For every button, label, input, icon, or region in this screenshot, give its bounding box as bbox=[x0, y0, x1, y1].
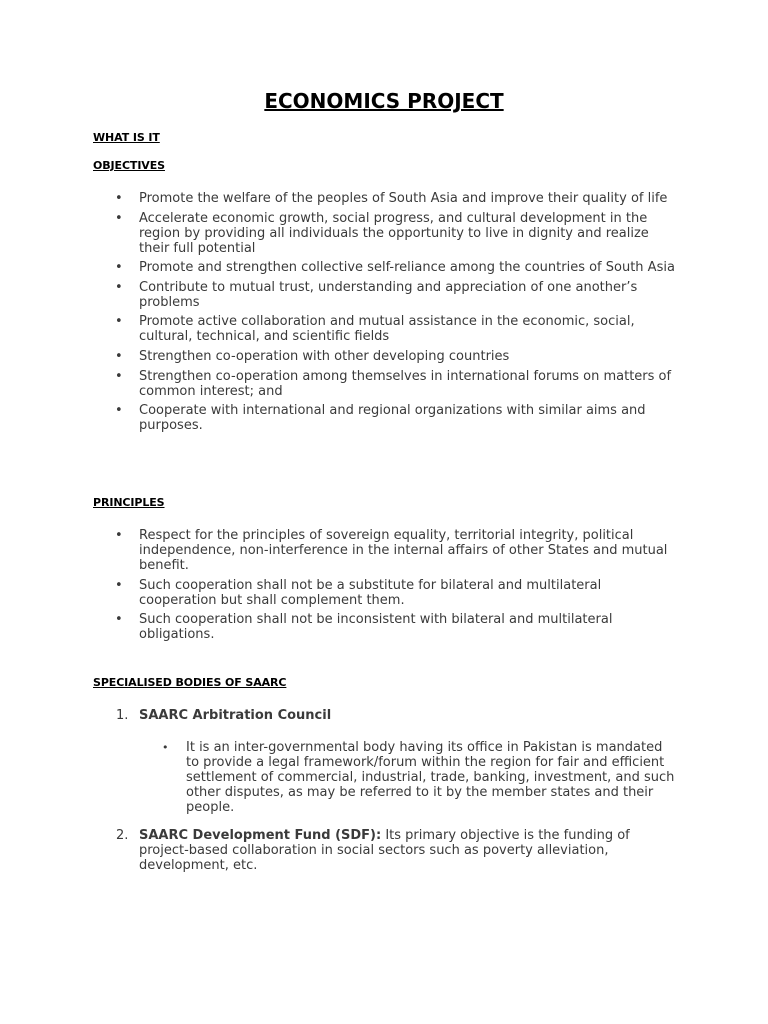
heading-objectives: OBJECTIVES bbox=[93, 159, 165, 172]
body-description: Its primary objective is the funding of project-based collaboration in social sectors such as poverty alleviation, development, etc. bbox=[139, 828, 630, 873]
list-item: • Strengthen co-operation among themselves in international forums on matters of common interest; and bbox=[139, 369, 679, 399]
list-item: • Promote active collaboration and mutual assistance in the economic, social, cultural, technical, and scientific fields bbox=[139, 314, 679, 344]
heading-principles: PRINCIPLES bbox=[93, 496, 165, 509]
list-number: 2. bbox=[116, 828, 129, 843]
document-title: ECONOMICS PROJECT bbox=[264, 89, 504, 113]
body-name: SAARC Arbitration Council bbox=[139, 708, 332, 723]
list-item: • Cooperate with international and regional organizations with similar aims and purposes. bbox=[139, 403, 679, 433]
list-item bbox=[116, 708, 679, 828]
list-item: • Accelerate economic growth, social progress, and cultural development in the region by providing all individuals the opportunity to live in dignity and realize their full potential bbox=[139, 211, 679, 256]
heading-what-is-it: WHAT IS IT bbox=[93, 131, 160, 144]
list-item bbox=[116, 828, 679, 873]
list-item: • Strengthen co-operation with other developing countries bbox=[139, 349, 679, 364]
list-item: • Promote and strengthen collective self-reliance among the countries of South Asia bbox=[139, 260, 679, 275]
list-number: 1. bbox=[116, 708, 129, 723]
list-item: • Such cooperation shall not be a substitute for bilateral and multilateral cooperation but shall complement them. bbox=[139, 578, 679, 608]
heading-specialised-bodies: SPECIALISED BODIES OF SAARC bbox=[93, 676, 287, 689]
list-item: • Respect for the principles of sovereign equality, territorial integrity, political independence, non-interference in the internal affairs of other States and mutual benefit. bbox=[139, 528, 679, 573]
body-name: SAARC Development Fund (SDF): bbox=[139, 828, 382, 843]
list-item: • Such cooperation shall not be inconsistent with bilateral and multilateral obligations. bbox=[139, 612, 679, 642]
list-item: • It is an inter-governmental body having its office in Pakistan is mandated to provide a legal framework/forum within the region for fair and efficient settlement of commercial, industrial, trade, banking, investment, and such other disputes, as may be referred to it by the member states and their people. bbox=[186, 740, 676, 815]
list-item: • Promote the welfare of the peoples of South Asia and improve their quality of life bbox=[139, 191, 679, 206]
list-item: • Contribute to mutual trust, understanding and appreciation of one another’s problems bbox=[139, 280, 679, 310]
principles-list bbox=[139, 528, 679, 647]
specialised-bodies-list bbox=[116, 708, 679, 873]
arbitration-details bbox=[186, 740, 676, 815]
objectives-list bbox=[139, 191, 679, 438]
